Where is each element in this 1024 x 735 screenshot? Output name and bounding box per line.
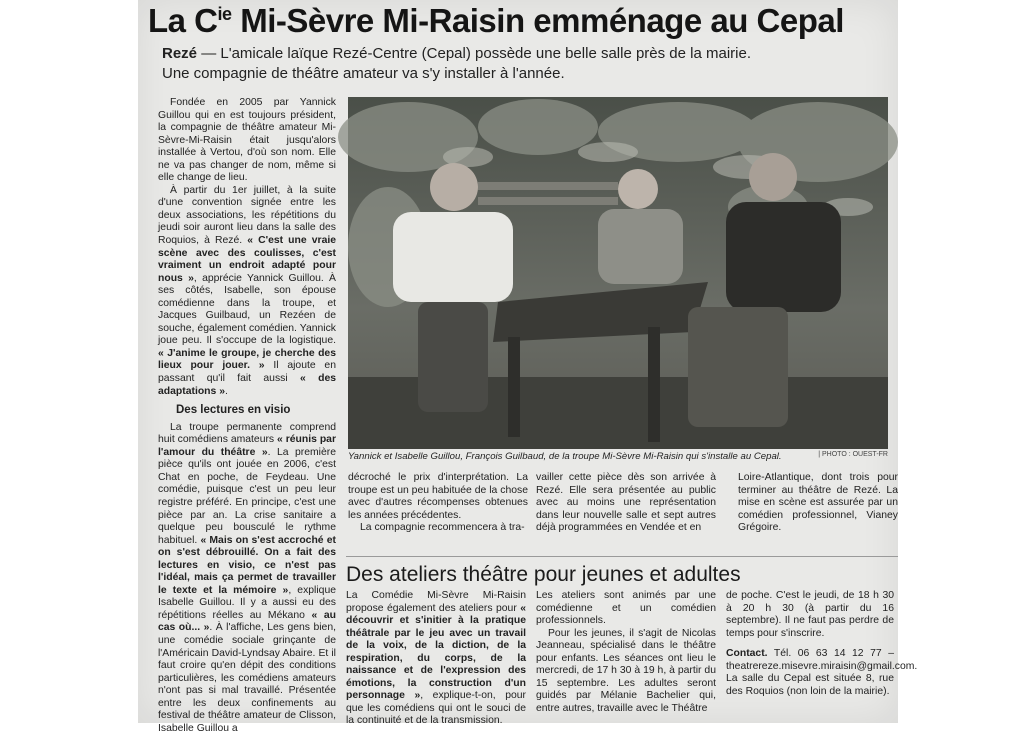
headline-superscript: ie <box>217 4 232 24</box>
headline-part: Mi-Sèvre Mi-Raisin emménage au Cepal <box>231 2 844 39</box>
column-3 <box>536 472 716 535</box>
paragraph <box>346 590 526 728</box>
paragraph: Loire-Atlantique, dont trois pour terminer au théâtre de Rezé. La mise en scène est assurée par un comédien professionnel, Vianey Grégoire. <box>738 472 898 534</box>
paragraph <box>158 185 336 398</box>
subheading: Des lectures en visio <box>176 404 291 417</box>
photo <box>348 97 888 449</box>
text: . À l'affiche, Les gens bien, une comédie sociale grinçante de l'Américain David-Lyndsay Abaire. Et il faut croire qu'en dépit des conditions particulières, les comédiens amateurs n'ont pas si mal travaillé. Présentée entre les deux confinements au festival de théâtre amateur de Clisson, Isabelle Guillou a <box>158 622 336 734</box>
standfirst <box>162 44 762 84</box>
column-4 <box>738 472 898 535</box>
contact-paragraph <box>726 648 918 698</box>
paragraph: décroché le prix d'interprétation. La troupe est un peu habituée de la chose avec d'autres récompenses obtenues les années précédentes. <box>348 472 528 521</box>
caption-text: Yannick et Isabelle Guillou, François Guilbaud, de la troupe Mi-Sèvre Mi-Raisin qui s'installe au Cepal. <box>348 451 782 462</box>
text: . <box>224 385 228 397</box>
photo-credit: | PHOTO : OUEST-FR <box>818 451 888 458</box>
photo-caption <box>348 451 888 462</box>
paragraph: Les ateliers sont animés par une comédienne et un comédien professionnels. <box>536 590 716 627</box>
quote: « au cas où... » <box>158 609 336 634</box>
divider <box>346 556 898 557</box>
text: La Comédie Mi-Sèvre Mi-Raisin propose également des ateliers pour <box>346 590 526 614</box>
quote: « J'anime le groupe, je cherche des lieux pour jouer. » <box>158 347 336 372</box>
text: , apprécie Yannick Guillou. À ses côtés, Isabelle, son épouse comédienne dans la troupe, et Jacques Guilbaud, un Rezéen de souche, également comédien. Yannick joue peu. Il s'occupe de la logistique. <box>158 272 336 347</box>
quote: « découvrir et s'initier à la pratique théâtrale par le jeu avec un travail de la voix, de la diction, de la respiration, du corps, de la naissance et de l'expression des émotions, la construction d'un personnage » <box>346 602 526 702</box>
standfirst-text: — L'amicale laïque Rezé-Centre (Cepal) possède une belle salle près de la mairie. Une compagnie de théâtre amateur va s'y installer à l'année. <box>162 45 752 82</box>
column-2 <box>348 472 528 535</box>
quote: « Mais on s'est accroché et on s'est débrouillé. On a fait des lectures en visio, ce n'est pas l'idéal, mais ça permet de travailler le texte et la mémoire » <box>158 534 336 596</box>
contact-label: Contact. <box>726 648 768 660</box>
text: Il ajoute en passant qu'il fait aussi <box>158 360 336 385</box>
text: La troupe permanente comprend huit comédiens amateurs <box>158 421 336 446</box>
second-column-2 <box>536 590 716 715</box>
headline-part: La C <box>148 2 218 39</box>
dateline: Rezé <box>162 45 198 62</box>
paragraph: Fondée en 2005 par Yannick Guillou qui en est toujours président, la compagnie de théâtre amateur Mi-Sèvre-Mi-Raisin était jusqu'alors installée à Vertou, d'où son nom. Elle ne va pas changer de nom, même si elle change de lieu. <box>158 97 336 184</box>
quote: « réunis par l'amour du théâtre » <box>158 434 336 458</box>
contact-text: Tél. 06 63 14 12 77 – theatrereze.misevre.miraisin@gmail.com. La salle du Cepal est située 8, rue des Roquios (non loin de la mairie). <box>726 648 918 697</box>
headline <box>148 2 844 40</box>
paragraph: Pour les jeunes, il s'agit de Nicolas Jeanneau, spécialisé dans le théâtre pour enfants. Les séances ont lieu le mercredi, de 17 h 30 à 19 h, à partir du 15 septembre. Les adultes seront guidés par Mélanie Bachelier qui, entre autres, travaille avec le Théâtre <box>536 627 716 714</box>
text: , explique-t-on, pour que les comédiens qui ont le souci de la continuité et de la transmission. <box>346 690 526 727</box>
paragraph: de poche. C'est le jeudi, de 18 h 30 à 20 h 30 (à partir du 16 septembre). Il ne faut pas perdre de temps pour s'inscrire. <box>726 590 894 639</box>
newspaper-clipping <box>138 0 918 734</box>
quote: « C'est une vraie scène avec des coulisses, c'est vraiment un endroit adapté pour nous » <box>158 235 337 284</box>
text: À partir du 1er juillet, à la suite d'une convention signée entre les deux associations, les répétitions du jeudi soir auront lieu dans la salle des Roquios, à Rezé. <box>158 184 336 247</box>
second-column-3 <box>726 590 918 698</box>
second-column-1 <box>346 590 526 728</box>
paragraph: La compagnie recommencera à tra- <box>360 522 525 534</box>
photo-image <box>348 97 888 449</box>
column-1 <box>158 97 336 735</box>
paragraph: vailler cette pièce dès son arrivée à Rezé. Elle sera présentée au public avec au moins une représentation dans leur nouvelle salle et sept autres déjà programmées en Vendée et en <box>536 472 716 534</box>
text: , explique Isabelle Guillou. Il y a aussi eu des répétitions réelles au Mékano <box>158 584 337 621</box>
text: . La première pièce qu'ils ont jouée en 2006, c'est Chat en poche, de Feydeau. Une comédie, puisque c'est un peu leur registre préféré. En principe, c'est une pièce par an. La crise sanitaire a quelque peu bousculé le rythme habituel. <box>158 446 336 546</box>
second-headline: Des ateliers théâtre pour jeunes et adultes <box>346 563 741 586</box>
quote: « des adaptations » <box>158 373 336 397</box>
paragraph <box>158 422 336 735</box>
